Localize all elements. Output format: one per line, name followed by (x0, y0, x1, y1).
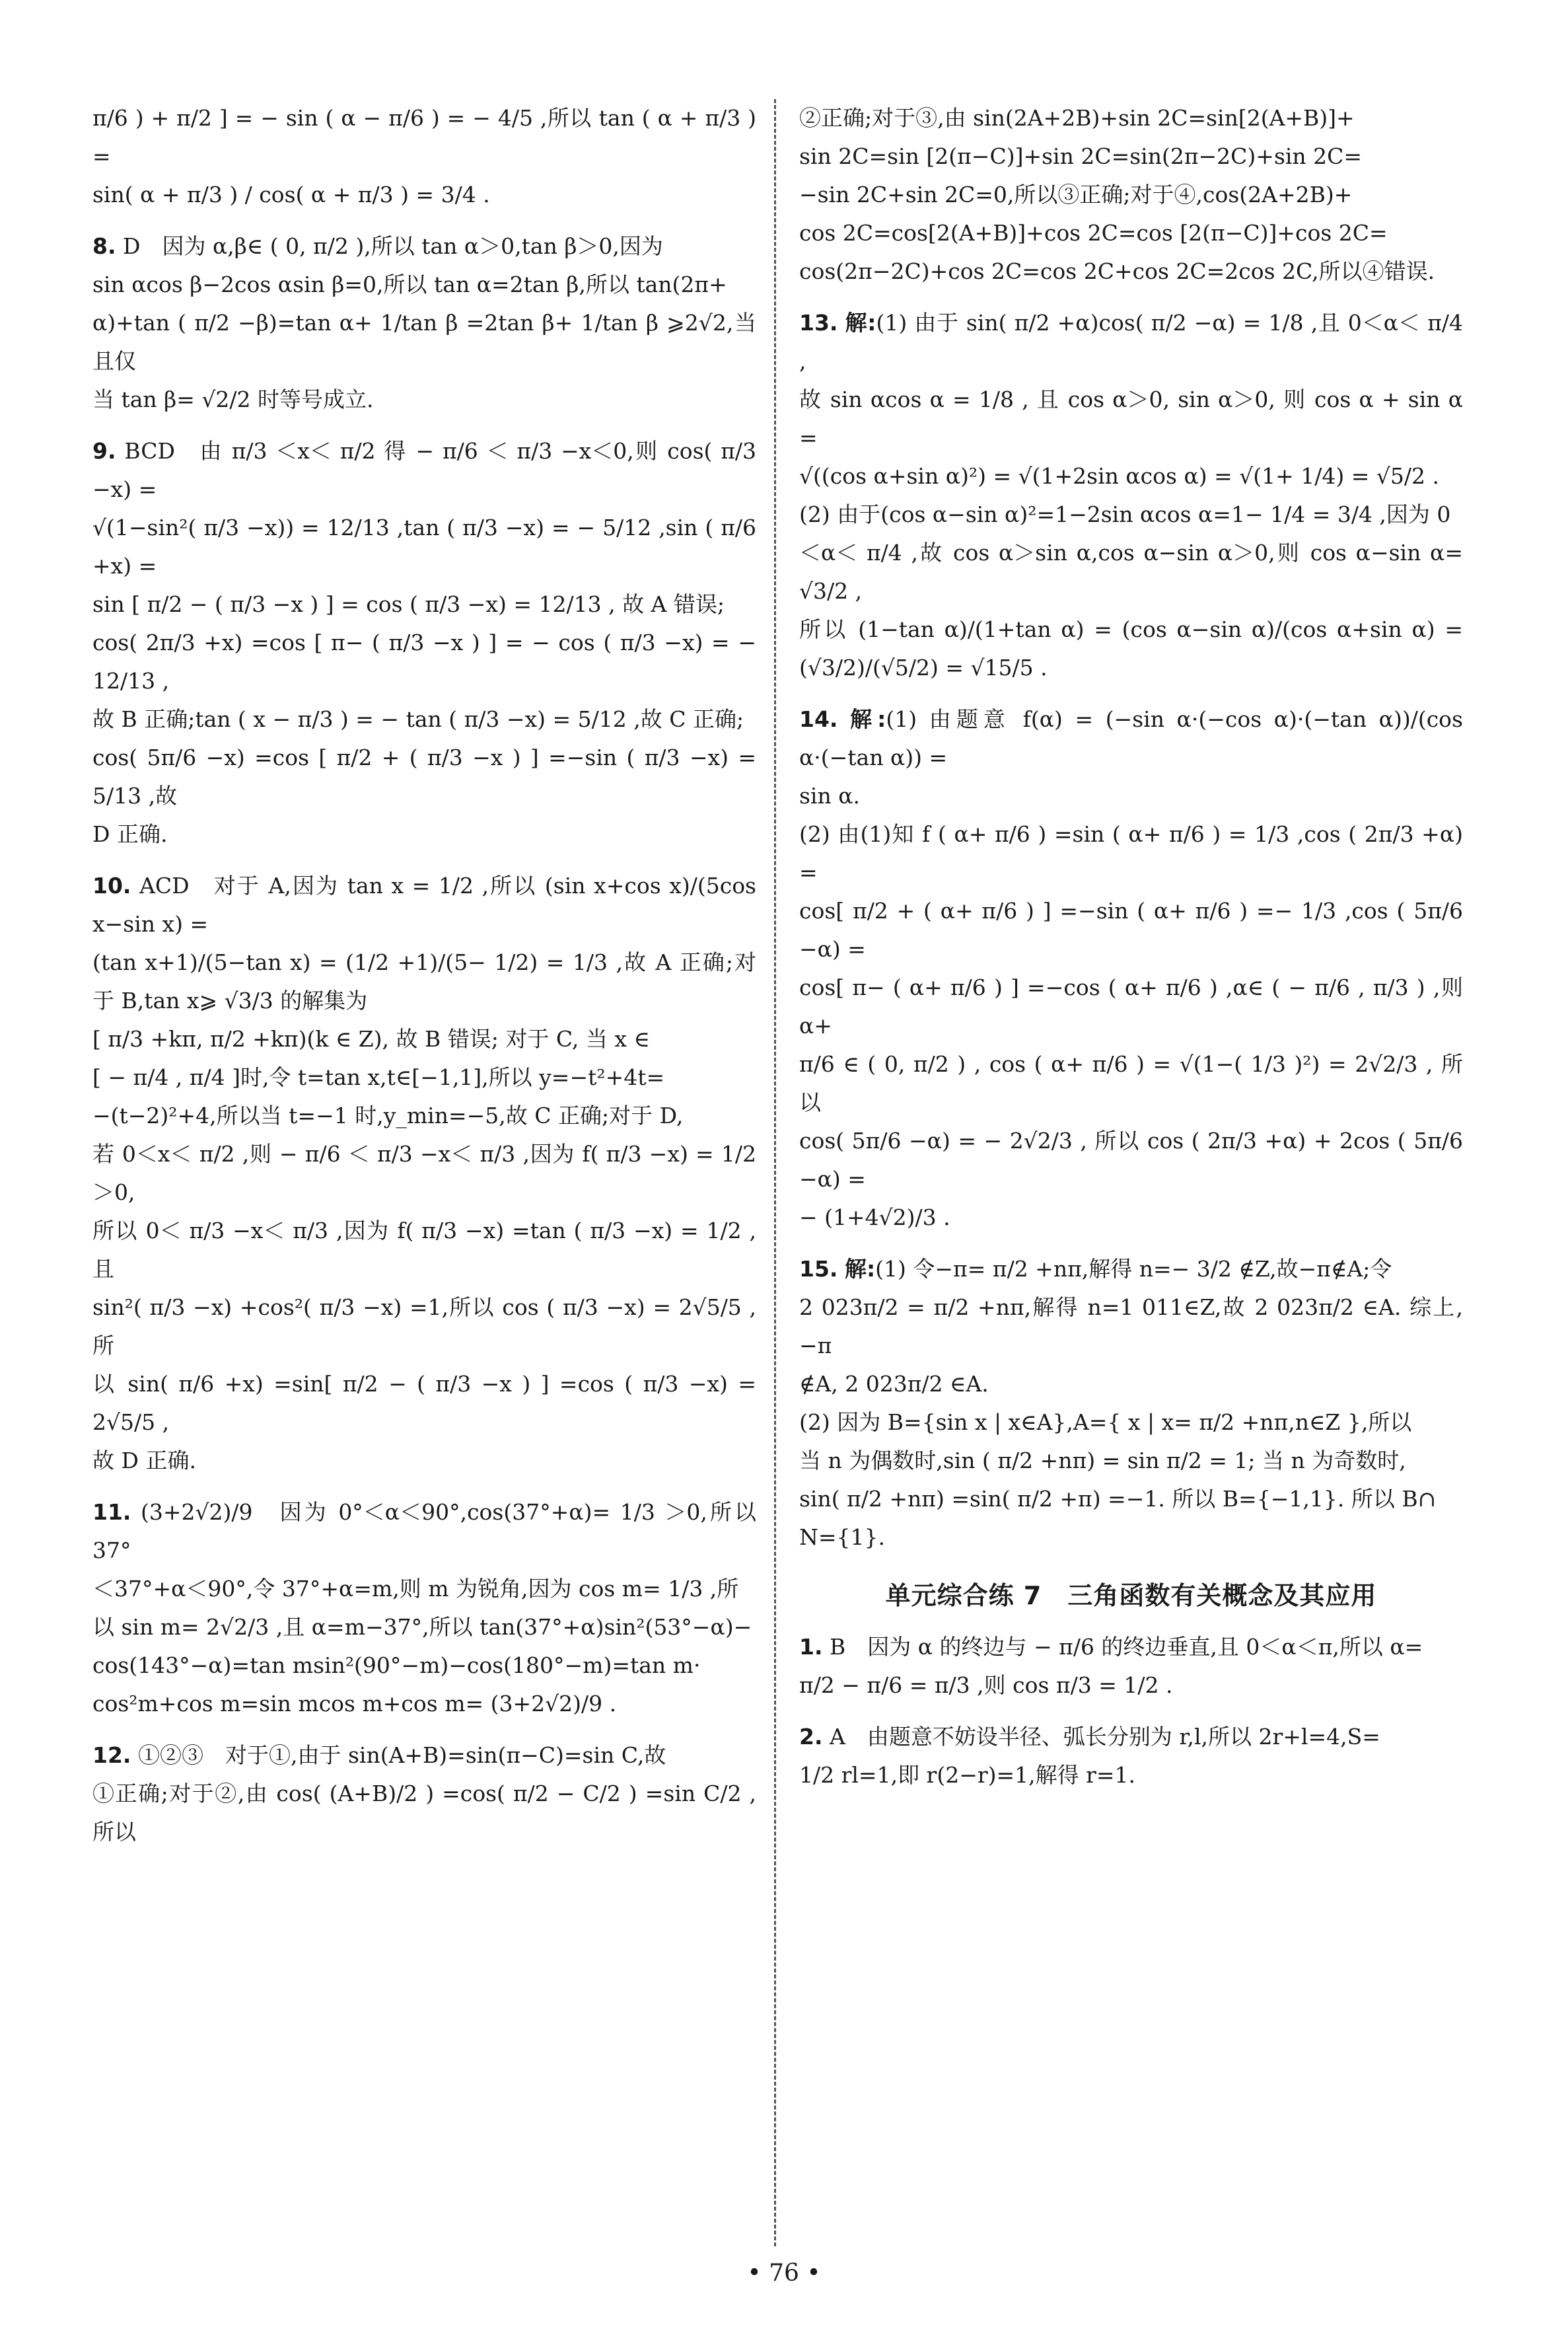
text-line: √((cos α+sin α)²) = √(1+2sin αcos α) = √(1+ 1/4) = √5/2 . (799, 463, 1440, 489)
text-line: N={1}. (799, 1524, 886, 1550)
question-number: 10. (92, 873, 131, 899)
text-line (799, 1628, 1463, 1666)
text-line: α)+tan ( π/2 −β)=tan α+ 1/tan β =2tan β+ 1/tan β ⩾2√2,当且仅 (92, 310, 756, 374)
answer-text: BCD 由 π/3 ＜x＜ π/2 得 − π/6 ＜ π/3 −x＜0,则 cos( π/3 −x) = (92, 438, 756, 502)
right-column (799, 99, 1463, 1808)
column-divider (774, 99, 776, 2246)
text-line: ＜α＜ π/4 ,故 cos α＞sin α,cos α−sin α＞0,则 cos α−sin α= √3/2 , (799, 540, 1463, 604)
text-line: [ − π/4 , π/4 ]时,令 t=tan x,t∈[−1,1],所以 y=−t²+4t= (92, 1064, 665, 1090)
question-number: 12. (92, 1742, 131, 1768)
answer-8 (92, 227, 756, 419)
question-number: 14. (799, 706, 838, 732)
answer-text: (1) 由于 sin( π/2 +α)cos( π/2 −α) = 1/8 ,且 0＜α＜ π/4 , (799, 310, 1464, 374)
text-line: sin αcos β−2cos αsin β=0,所以 tan α=2tan β,所以 tan(2π+ (92, 272, 727, 297)
text-line: 1/2 rl=1,即 r(2−r)=1,解得 r=1. (799, 1762, 1136, 1788)
text-line: sin( π/2 +nπ) =sin( π/2 +π) =−1. 所以 B={−1,1}. 所以 B∩ (799, 1486, 1437, 1512)
text-line: 所以 0＜ π/3 −x＜ π/3 ,因为 f( π/3 −x) =tan ( π/3 −x) = 1/2 ,且 (92, 1218, 756, 1282)
text-line: 故 B 正确;tan ( x − π/3 ) = − tan ( π/3 −x) = 5/12 ,故 C 正确; (92, 706, 744, 732)
text-line: cos(2π−2C)+cos 2C=cos 2C+cos 2C=2cos 2C,所以④错误. (799, 258, 1435, 284)
text-line: sin α. (799, 783, 861, 809)
answer-12-continuation (799, 99, 1463, 291)
section-answer-2 (799, 1718, 1463, 1794)
answer-text: (3+2√2)/9 因为 0°＜α＜90°,cos(37°+α)= 1/3 ＞0,所以 37° (92, 1499, 756, 1563)
text-line: 所以 (1−tan α)/(1+tan α) = (cos α−sin α)/(cos α+sin α) = (√3/2)/(√5/2) = √15/5 . (799, 616, 1463, 681)
text-line: −sin 2C+sin 2C=0,所以③正确;对于④,cos(2A+2B)+ (799, 182, 1353, 207)
solution-keyword: 解: (845, 310, 876, 336)
answer-text: ①②③ 对于①,由于 sin(A+B)=sin(π−C)=sin C,故 (137, 1742, 666, 1768)
text-line: [ π/3 +kπ, π/2 +kπ)(k ∈ Z), 故 B 错误; 对于 C, 当 x ∈ (92, 1026, 650, 1052)
question-number: 9. (92, 438, 116, 464)
text-line (92, 227, 756, 266)
question-number: 1. (799, 1634, 823, 1660)
text-line: 故 sin αcos α = 1/8 , 且 cos α＞0, sin α＞0, 则 cos α + sin α = (799, 387, 1463, 451)
text-line: cos( 5π/6 −α) = − 2√2/3 , 所以 cos ( 2π/3 +α) + 2cos ( 5π/6 −α) = (799, 1128, 1463, 1192)
text-line (92, 867, 756, 943)
text-line: cos²m+cos m=sin mcos m+cos m= (3+2√2)/9 . (92, 1691, 617, 1716)
text-line (92, 1493, 756, 1570)
text-line (799, 304, 1463, 381)
text-line (92, 432, 756, 509)
text-line: 故 D 正确. (92, 1448, 196, 1473)
question-number: 2. (799, 1724, 823, 1750)
text-line: sin 2C=sin [2(π−C)]+sin 2C=sin(2π−2C)+sin 2C= (799, 143, 1363, 169)
text-line: ②正确;对于③,由 sin(2A+2B)+sin 2C=sin[2(A+B)]+ (799, 105, 1355, 131)
answer-12 (92, 1736, 756, 1851)
text-line: π/6 ) + π/2 ] = − sin ( α − π/6 ) = − 4/5 ,所以 tan ( α + π/3 ) = (92, 105, 756, 169)
answer-11 (92, 1493, 756, 1723)
answer-10 (92, 867, 756, 1480)
text-line: (2) 由(1)知 f ( α+ π/6 ) =sin ( α+ π/6 ) = 1/3 ,cos ( 2π/3 +α) = (799, 821, 1463, 885)
answer-text: A 由题意不妨设半径、弧长分别为 r,l,所以 2r+l=4,S= (830, 1724, 1380, 1750)
answer-14 (799, 700, 1463, 1237)
text-line: π/6 ∈ ( 0, π/2 ) , cos ( α+ π/6 ) = √(1−( 1/3 )²) = 2√2/3 , 所 以 (799, 1051, 1463, 1115)
answer-text: B 因为 α 的终边与 − π/6 的终边垂直,且 0＜α＜π,所以 α= (830, 1634, 1423, 1660)
question-number: 13. (799, 310, 838, 336)
text-line (799, 1250, 1463, 1288)
answer-15 (799, 1250, 1463, 1557)
text-line: 以 sin( π/6 +x) =sin[ π/2 − ( π/3 −x ) ] =cos ( π/3 −x) = 2√5/5 , (92, 1371, 756, 1435)
text-line: 2 023π/2 = π/2 +nπ,解得 n=1 011∈Z,故 2 023π/2 ∈A. 综上,−π (799, 1294, 1463, 1358)
left-column (92, 99, 756, 1864)
text-line: ＜37°+α＜90°,令 37°+α=m,则 m 为锐角,因为 cos m= 1/3 ,所 (92, 1576, 739, 1602)
answer-text: (1) 由题意 f(α) = (−sin α·(−cos α)·(−tan α))/(cos α·(−tan α)) = (799, 706, 1463, 770)
question-number: 8. (92, 233, 116, 259)
text-line: ∉A, 2 023π/2 ∈A. (799, 1371, 989, 1397)
section-answer-1 (799, 1628, 1463, 1705)
text-line: −(t−2)²+4,所以当 t=−1 时,y_min=−5,故 C 正确;对于 D, (92, 1103, 684, 1128)
text-line: π/2 − π/6 = π/3 ,则 cos π/3 = 1/2 . (799, 1672, 1173, 1698)
section-title: 单元综合练 7 三角函数有关概念及其应用 (885, 1581, 1377, 1610)
text-line: − (1+4√2)/3 . (799, 1204, 950, 1230)
text-line: (2) 由于(cos α−sin α)²=1−2sin αcos α=1− 1/4 = 3/4 ,因为 0 (799, 501, 1451, 527)
text-line (799, 700, 1463, 777)
text-line: cos(143°−α)=tan msin²(90°−m)−cos(180°−m)=tan m· (92, 1652, 701, 1678)
answer-text: ACD 对于 A,因为 tan x = 1/2 ,所以 (sin x+cos x)/(5cos x−sin x) = (92, 873, 756, 937)
solution-keyword: 解: (844, 1256, 876, 1282)
text-line: 当 n 为偶数时,sin ( π/2 +nπ) = sin π/2 = 1; 当 n 为奇数时, (799, 1448, 1406, 1473)
text-line: ①正确;对于②,由 cos( (A+B)/2 ) =cos( π/2 − C/2 ) =sin C/2 ,所以 (92, 1781, 756, 1845)
text-line: cos 2C=cos[2(A+B)]+cos 2C=cos [2(π−C)]+cos 2C= (799, 220, 1388, 246)
solution-keyword: 解: (850, 706, 886, 732)
answer-13 (799, 304, 1463, 687)
text-line: sin( α + π/3 ) / cos( α + π/3 ) = 3/4 . (92, 182, 490, 207)
text-line (799, 1718, 1463, 1756)
text-line: 若 0＜x＜ π/2 ,则 − π/6 ＜ π/3 −x＜ π/3 ,因为 f( π/3 −x) = 1/2 ＞0, (92, 1141, 756, 1205)
text-line: D 正确. (92, 821, 168, 847)
text-line: cos( 5π/6 −x) =cos [ π/2 + ( π/3 −x ) ] =−sin ( π/3 −x) = 5/13 ,故 (92, 745, 756, 809)
text-line: cos[ π/2 + ( α+ π/6 ) ] =−sin ( α+ π/6 ) =− 1/3 ,cos ( 5π/6 −α) = (799, 898, 1463, 962)
text-line: 以 sin m= 2√2/3 ,且 α=m−37°,所以 tan(37°+α)sin²(53°−α)− (92, 1614, 752, 1640)
text-line: cos( 2π/3 +x) =cos [ π− ( π/3 −x ) ] = − cos ( π/3 −x) = − 12/13 , (92, 630, 756, 694)
page-number: • 76 • (747, 2260, 821, 2287)
text-line: (tan x+1)/(5−tan x) = (1/2 +1)/(5− 1/2) = 1/3 ,故 A 正确;对于 B,tan x⩾ √3/3 的解集为 (92, 949, 756, 1014)
text-line: sin [ π/2 − ( π/3 −x ) ] = cos ( π/3 −x) = 12/13 , 故 A 错误; (92, 591, 725, 617)
text-line (92, 1736, 756, 1775)
answer-9 (92, 432, 756, 854)
answer-text: (1) 令−π= π/2 +nπ,解得 n=− 3/2 ∉Z,故−π∉A;令 (875, 1256, 1392, 1282)
text-line: 当 tan β= √2/2 时等号成立. (92, 387, 374, 412)
question-number: 11. (92, 1499, 131, 1525)
text-line: sin²( π/3 −x) +cos²( π/3 −x) =1,所以 cos ( π/3 −x) = 2√5/5 ,所 (92, 1294, 756, 1358)
text-line: (2) 因为 B={sin x | x∈A},A={ x | x= π/2 +nπ,n∈Z },所以 (799, 1409, 1412, 1435)
text-line: cos[ π− ( α+ π/6 ) ] =−cos ( α+ π/6 ) ,α∈ ( − π/6 , π/3 ) ,则 α+ (799, 975, 1463, 1039)
answer-7-continuation (92, 99, 756, 214)
text-line: √(1−sin²( π/3 −x)) = 12/13 ,tan ( π/3 −x) = − 5/12 ,sin ( π/6 +x) = (92, 515, 756, 579)
question-number: 15. (799, 1256, 838, 1282)
answer-text: D 因为 α,β∈ ( 0, π/2 ),所以 tan α＞0,tan β＞0,因为 (123, 233, 663, 259)
